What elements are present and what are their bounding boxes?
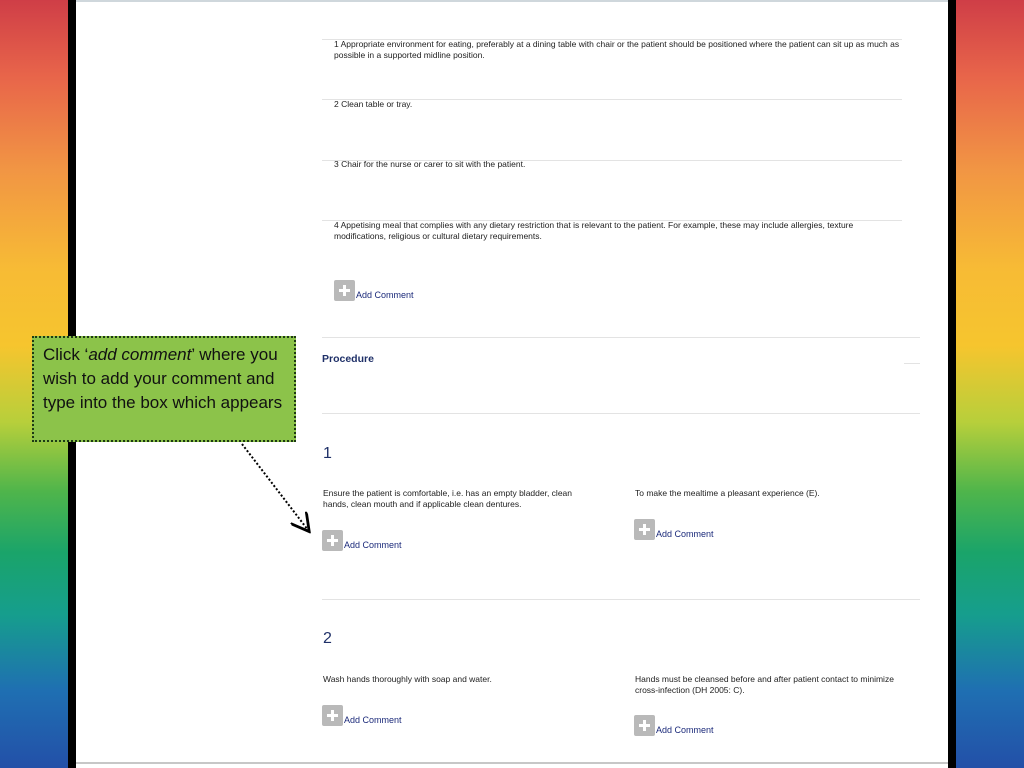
callout-prefix: Click ‘ bbox=[43, 345, 89, 364]
add-comment-link[interactable]: Add Comment bbox=[356, 290, 414, 300]
requirement-1: 1 Appropriate environment for eating, preferably at a dining table with chair or the patient should be positioned where the patient can sit up as much as possible in a supported midline position. bbox=[334, 39, 900, 60]
step-2-action: Wash hands thoroughly with soap and water. bbox=[323, 674, 492, 684]
step-1-action: Ensure the patient is comfortable, i.e. has an empty bladder, clean hands, clean mouth and if applicable clean dentures. bbox=[323, 488, 573, 509]
add-comment-link[interactable]: Add Comment bbox=[344, 715, 402, 725]
step-number: 2 bbox=[323, 630, 332, 647]
requirement-3: 3 Chair for the nurse or carer to sit with the patient. bbox=[334, 159, 526, 169]
callout-suffix: ’ where you wish to add your comment and type into the box which appears bbox=[43, 345, 283, 412]
callout-emphasis: add comment bbox=[88, 345, 192, 364]
add-comment-link[interactable]: Add Comment bbox=[656, 725, 714, 735]
requirement-2: 2 Clean table or tray. bbox=[334, 99, 413, 109]
section-title-procedure: Procedure bbox=[322, 353, 374, 365]
step-number: 1 bbox=[323, 445, 332, 462]
step-2-rationale: Hands must be cleansed before and after patient contact to minimize cross-infection (DH 2005: C). bbox=[635, 674, 894, 695]
add-comment-link[interactable]: Add Comment bbox=[656, 529, 714, 539]
add-comment-link[interactable]: Add Comment bbox=[344, 540, 402, 550]
step-1-rationale: To make the mealtime a pleasant experience (E). bbox=[635, 488, 820, 498]
requirement-4: 4 Appetising meal that complies with any dietary restriction that is relevant to the patient. For example, these may include allergies, texture modifications, religious or cultural dietary requirements. bbox=[334, 220, 854, 241]
